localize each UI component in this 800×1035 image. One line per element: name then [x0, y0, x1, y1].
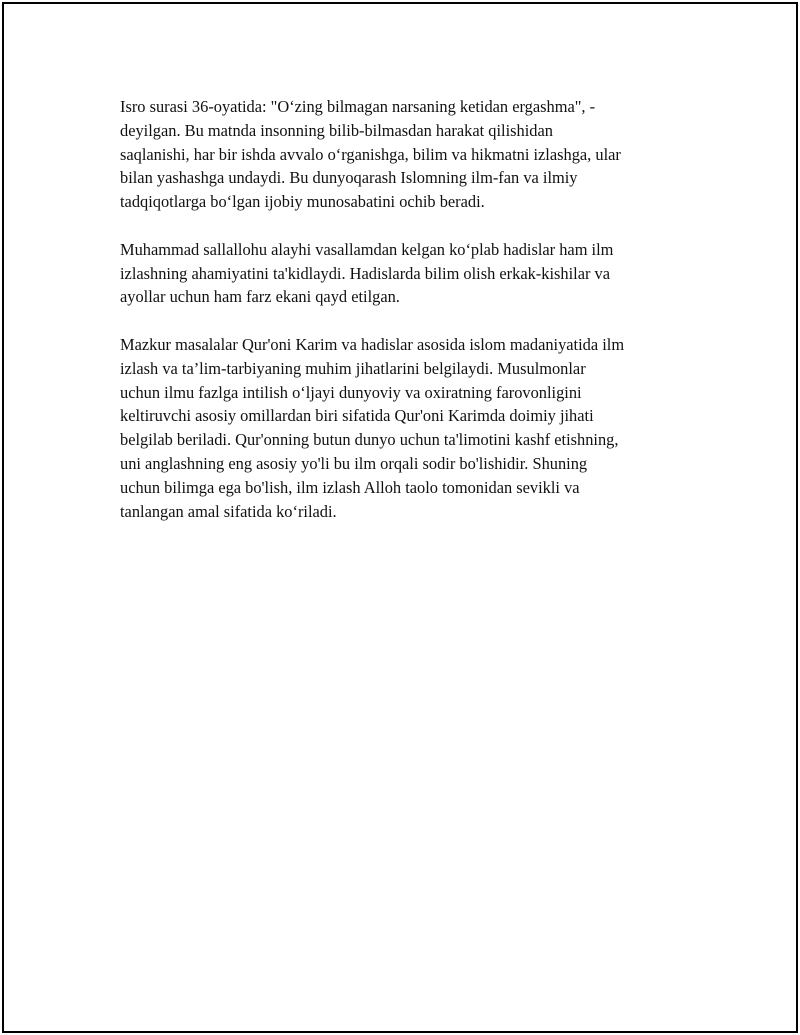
paragraph-line: izlashning ahamiyatini ta'kidlaydi. Hadislarda bilim olish erkak-kishilar va: [120, 263, 610, 283]
document-page: [2, 2, 798, 1033]
paragraph-line: tanlangan amal sifatida ko‘riladi.: [120, 501, 337, 521]
paragraph-2: [120, 238, 700, 309]
paragraph-line: Isro surasi 36-oyatida: "O‘zing bilmagan narsaning ketidan ergashma", -: [120, 97, 596, 116]
document-body: [120, 95, 700, 547]
paragraph-line: uni anglashning eng asosiy yo'li bu ilm orqali sodir bo'lishidir. Shuning: [120, 453, 588, 473]
paragraph-line: uchun bilimga ega bo'lish, ilm izlash Alloh taolo tomonidan sevikli va: [120, 477, 580, 497]
paragraph-line: keltiruvchi asosiy omillardan biri sifatida Qur'oni Karimda doimiy jihati: [120, 406, 594, 426]
paragraph-line: bilan yashashga undaydi. Bu dunyoqarash Islomning ilm-fan va ilmiy: [120, 168, 578, 188]
paragraph-3: [120, 333, 700, 523]
paragraph-line: Mazkur masalalar Qur'oni Karim va hadislar asosida islom madaniyatida ilm: [120, 334, 625, 354]
paragraph-line: tadqiqotlarga bo‘lgan ijobiy munosabatini ochib beradi.: [120, 192, 485, 212]
paragraph-line: ayollar uchun ham farz ekani qayd etilgan.: [120, 287, 400, 307]
paragraph-line: saqlanishi, har bir ishda avvalo o‘rganishga, bilim va hikmatni izlashga, ular: [120, 144, 621, 164]
paragraph-line: uchun ilmu fazlga intilish o‘ljayi dunyoviy va oxiratning farovonligini: [120, 382, 582, 402]
paragraph-1: [120, 95, 700, 214]
paragraph-line: deyilgan. Bu matnda insonning bilib-bilmasdan harakat qilishidan: [120, 120, 553, 140]
paragraph-line: Muhammad sallallohu alayhi vasallamdan kelgan ko‘plab hadislar ham ilm: [120, 239, 614, 259]
paragraph-line: izlash va ta’lim-tarbiyaning muhim jihatlarini belgilaydi. Musulmonlar: [120, 358, 586, 378]
paragraph-line: belgilab beriladi. Qur'onning butun dunyo uchun ta'limotini kashf etishning,: [120, 430, 619, 450]
